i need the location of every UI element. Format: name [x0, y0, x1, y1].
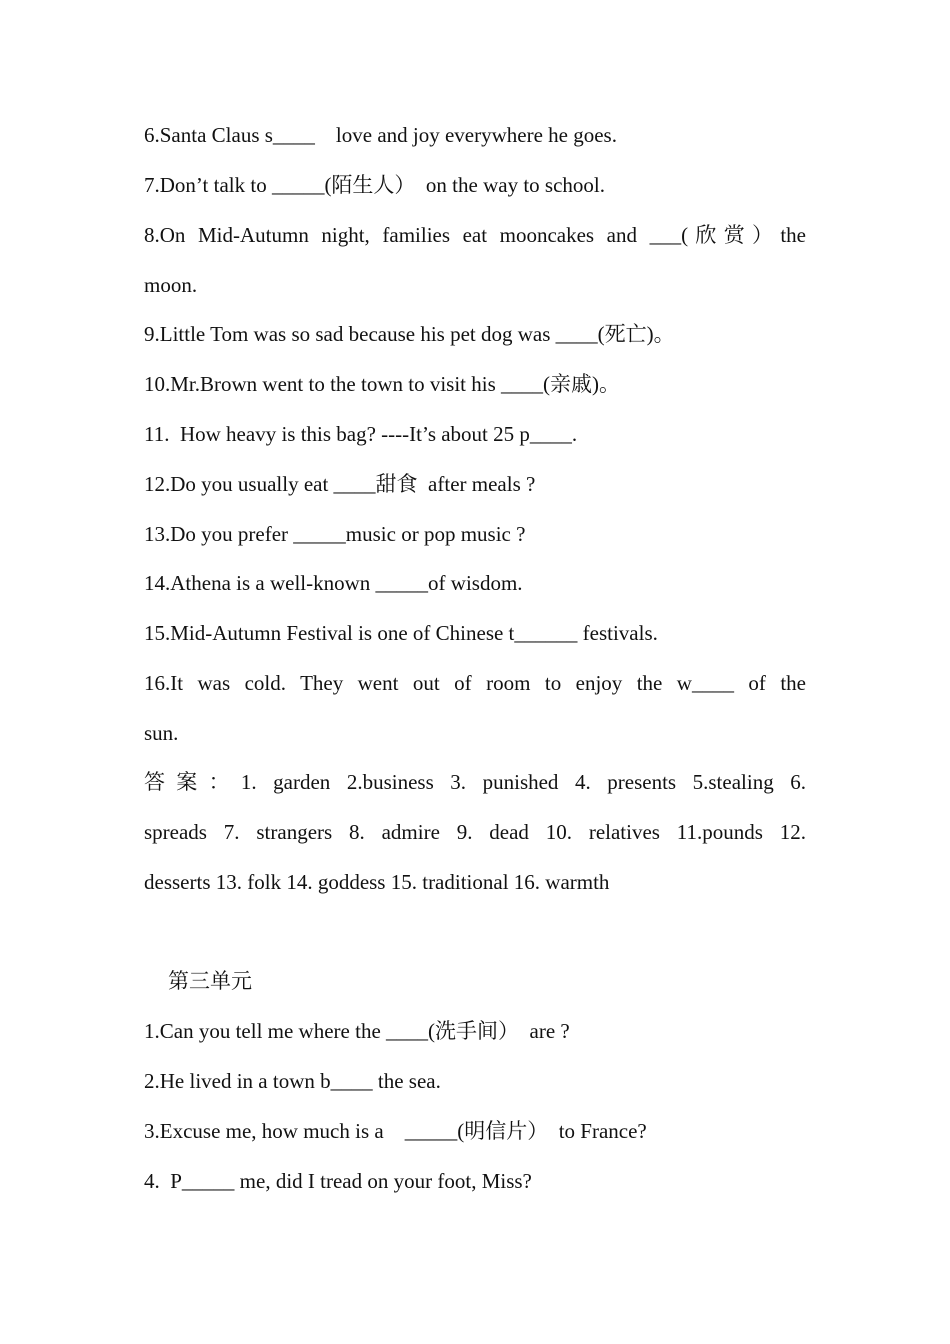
question-line: 8.On Mid-Autumn night, families eat mooncakes and ___(欣赏）the	[144, 223, 806, 247]
question-line: 2.He lived in a town b____ the sea.	[144, 1069, 441, 1093]
question-line: 16.It was cold. They went out of room to enjoy the w____ of the	[144, 671, 806, 695]
answer-line: 答案：1. garden 2.business 3. punished 4. presents 5.stealing 6.	[144, 770, 806, 794]
question-line: 4. P_____ me, did I tread on your foot, Miss?	[144, 1169, 532, 1193]
answer-line: desserts 13. folk 14. goddess 15. traditional 16. warmth	[144, 870, 610, 894]
question-line: 9.Little Tom was so sad because his pet dog was ____(死亡)。	[144, 322, 675, 346]
unit-heading: 第三单元	[168, 969, 252, 993]
question-line: 3.Excuse me, how much is a _____(明信片） to France?	[144, 1119, 647, 1143]
question-line: 14.Athena is a well-known _____of wisdom.	[144, 571, 523, 595]
question-line: 13.Do you prefer _____music or pop music ?	[144, 522, 526, 546]
question-line: 10.Mr.Brown went to the town to visit his ____(亲戚)。	[144, 372, 620, 396]
question-line: 1.Can you tell me where the ____(洗手间） are ?	[144, 1019, 570, 1043]
question-line-continued: sun.	[144, 721, 179, 745]
question-line-continued: moon.	[144, 273, 198, 297]
question-line: 15.Mid-Autumn Festival is one of Chinese t______ festivals.	[144, 621, 658, 645]
question-line: 7.Don’t talk to _____(陌生人） on the way to school.	[144, 173, 605, 197]
question-line: 11. How heavy is this bag? ----It’s about 25 p____.	[144, 422, 578, 446]
answer-line: spreads 7. strangers 8. admire 9. dead 10. relatives 11.pounds 12.	[144, 820, 806, 844]
question-line: 6.Santa Claus s____ love and joy everywhere he goes.	[144, 123, 617, 147]
question-line: 12.Do you usually eat ____甜食 after meals ?	[144, 472, 536, 496]
